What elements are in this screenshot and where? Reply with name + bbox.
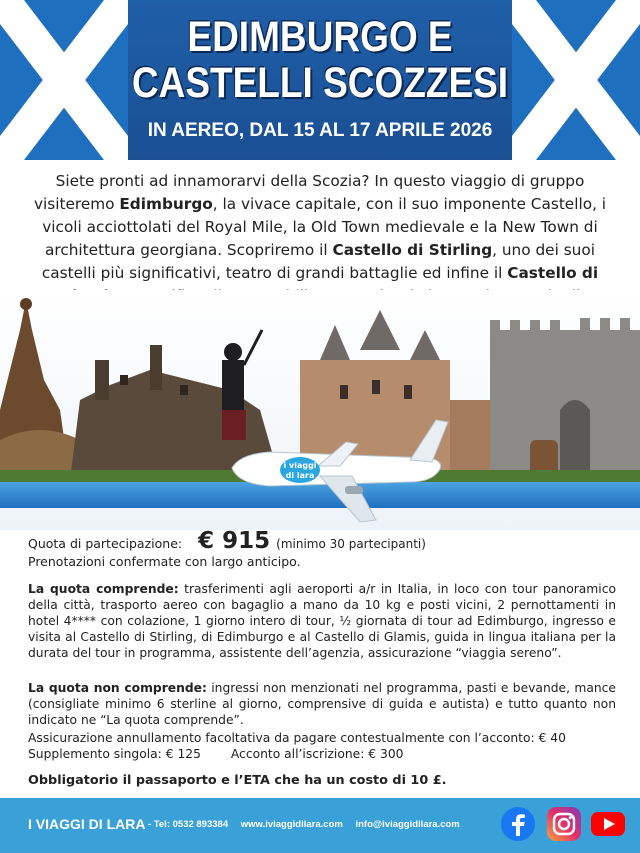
intro-highlight-glamis: Castello di	[507, 264, 599, 282]
title-line-2: CASTELLI SCOZZESI	[131, 58, 509, 106]
facebook-icon[interactable]	[500, 806, 536, 842]
title-line-1: EDIMBURGO E	[187, 12, 453, 61]
stirling-castle	[490, 318, 640, 480]
intro-text: Siete pronti ad innamorarvi della Scozia? In questo viaggio di gruppo visiteremo	[33, 172, 585, 213]
youtube-icon[interactable]	[590, 806, 626, 842]
svg-text:di lara: di lara	[285, 471, 315, 480]
excludes-heading: La quota non comprende:	[28, 681, 207, 695]
excludes-section	[28, 680, 616, 728]
castles-photo-collage	[0, 290, 640, 530]
price-row	[28, 528, 618, 554]
intro-text: , uno dei suoi castelli più significativi, teatro di grandi battaglie ed infine il	[41, 241, 595, 282]
price-label: Quota di partecipazione:	[28, 536, 183, 551]
header-banner	[0, 0, 640, 160]
svg-text:i viaggi: i viaggi	[283, 461, 317, 470]
footer-bar	[0, 798, 640, 853]
company-logo	[280, 457, 320, 483]
includes-text: trasferimenti agli aeroporti a/r in Italia, in loco con tour panoramico della città, trasporto aereo con bagaglio a mano da 10 kg e posti vicini, 2 pernottamenti in hotel 4**** con colazione, 1 giorno intero di tour, ½ giornata di tour ad Edimburgo, ingresso e visita al Castello di Stirling, di Edimburgo e al Castello di Glamis, guida in lingua italiana per la durata del tour in programma, assistente dell’agenzia, assicurazione “viaggia sereno”.	[28, 582, 616, 660]
single-supplement: Supplemento singola: € 125	[28, 747, 201, 761]
extras-section	[28, 730, 616, 762]
intro-highlight-stirling: Castello di Stirling	[332, 241, 493, 259]
includes-section	[28, 581, 616, 661]
deposit: Acconto all’iscrizione: € 300	[230, 747, 404, 761]
mandatory-note: Obbligatorio il passaporto e l’ETA che ha un costo di 10 £.	[28, 773, 447, 788]
phone-number: - Tel: 0532 893384	[148, 819, 229, 830]
travel-dates-subtitle: IN AEREO, DAL 15 AL 17 APRILE 2026	[147, 120, 493, 141]
price-value: € 915	[198, 528, 271, 554]
intro-highlight-edimburgo: Edimburgo	[119, 195, 213, 213]
email-link[interactable]: info@iviaggidilara.com	[355, 819, 460, 830]
scotland-flag-right	[512, 0, 640, 160]
insurance-line: Assicurazione annullamento facoltativa da pagare contestualmente con l’acconto: € 40	[28, 731, 566, 745]
price-note: (minimo 30 partecipanti)	[276, 537, 426, 551]
supplements-line	[28, 746, 616, 762]
instagram-icon[interactable]	[546, 806, 582, 842]
price-block	[28, 528, 618, 569]
scotland-flag-left	[0, 0, 128, 160]
excludes-text: ingressi non menzionati nel programma, pasti e bevande, mance (consigliate minimo 6 sterline al giorno, comprensive di guida e autista) e tutto quanto non indicato ne “La quota comprende”.	[28, 681, 616, 727]
includes-heading: La quota comprende:	[28, 582, 179, 596]
booking-note: Prenotazioni confermate con largo anticipo.	[28, 554, 301, 569]
website-link[interactable]: www.iviaggidilara.com	[240, 819, 343, 830]
footer-brand: I VIAGGI DI LARA	[28, 816, 146, 832]
title-panel	[128, 0, 512, 160]
footer-contacts	[148, 819, 470, 830]
intro-text: , la vivace capitale, con il suo imponente Castello, i vicoli acciottolati del Royal Mile, la Old Town medievale e la New Town di architettura georgiana. Scopriremo il	[42, 195, 607, 259]
